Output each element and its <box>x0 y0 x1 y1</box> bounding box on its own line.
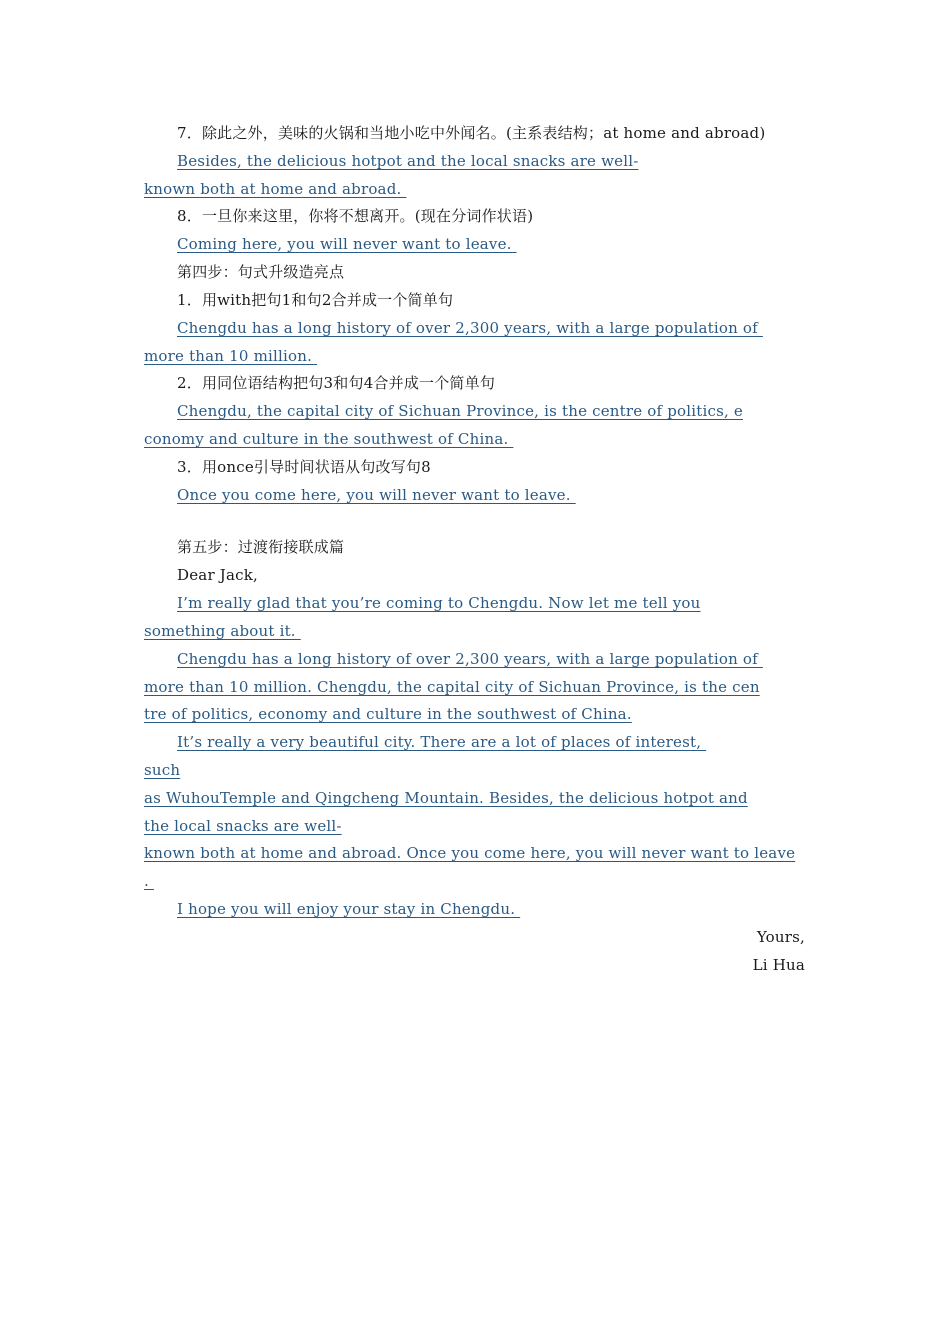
letter-signature: Li Hua <box>752 956 805 974</box>
step4-answer-1-line-2: more than 10 million. <box>144 347 318 365</box>
letter-p3-line-2: such <box>144 761 181 779</box>
letter-p3-line-6: . <box>144 872 154 890</box>
answer-7-line-1: Besides, the delicious hotpot and the local snacks are well- <box>177 152 639 170</box>
letter-p3-line-3: as WuhouTemple and Qingcheng Mountain. Besides, the delicious hotpot and <box>144 789 748 807</box>
question-8: 8．一旦你来这里，你将不想离开。(现在分词作状语) <box>177 207 534 225</box>
letter-p2-line-1: Chengdu has a long history of over 2,300 years, with a large population of <box>177 650 763 668</box>
letter-closing: Yours, <box>756 928 805 946</box>
step5-heading: 第五步：过渡衔接联成篇 <box>177 538 345 556</box>
step4-question-1: 1．用with把句1和句2合并成一个简单句 <box>177 291 454 309</box>
answer-8: Coming here, you will never want to leave. <box>177 235 517 253</box>
letter-p1-line-1: I’m really glad that you’re coming to Chengdu. Now let me tell you <box>177 594 701 612</box>
step4-question-2: 2．用同位语结构把句3和句4合并成一个简单句 <box>177 374 496 392</box>
step4-answer-3: Once you come here, you will never want to leave. <box>177 486 576 504</box>
letter-p2-line-2: more than 10 million. Chengdu, the capital city of Sichuan Province, is the cen <box>144 678 760 696</box>
question-7: 7．除此之外，美味的火锅和当地小吃中外闻名。(主系表结构；at home and abroad) <box>177 124 766 142</box>
letter-p1-line-2: something about it. <box>144 622 301 640</box>
step4-heading: 第四步：句式升级造亮点 <box>177 263 345 281</box>
answer-7-line-2: known both at home and abroad. <box>144 180 407 198</box>
step4-answer-1-line-1: Chengdu has a long history of over 2,300 years, with a large population of <box>177 319 763 337</box>
letter-p3-line-1: It’s really a very beautiful city. There are a lot of places of interest, <box>177 733 707 751</box>
step4-question-3: 3．用once引导时间状语从句改写句8 <box>177 458 431 476</box>
letter-p4: I hope you will enjoy your stay in Chengdu. <box>177 900 521 918</box>
letter-p3-line-4: the local snacks are well- <box>144 817 342 835</box>
letter-greeting: Dear Jack, <box>177 566 258 584</box>
letter-p2-line-3: tre of politics, economy and culture in the southwest of China. <box>144 705 632 723</box>
step4-answer-2-line-1: Chengdu, the capital city of Sichuan Province, is the centre of politics, e <box>177 402 744 420</box>
step4-answer-2-line-2: conomy and culture in the southwest of China. <box>144 430 514 448</box>
letter-p3-line-5: known both at home and abroad. Once you come here, you will never want to leave <box>144 844 796 862</box>
